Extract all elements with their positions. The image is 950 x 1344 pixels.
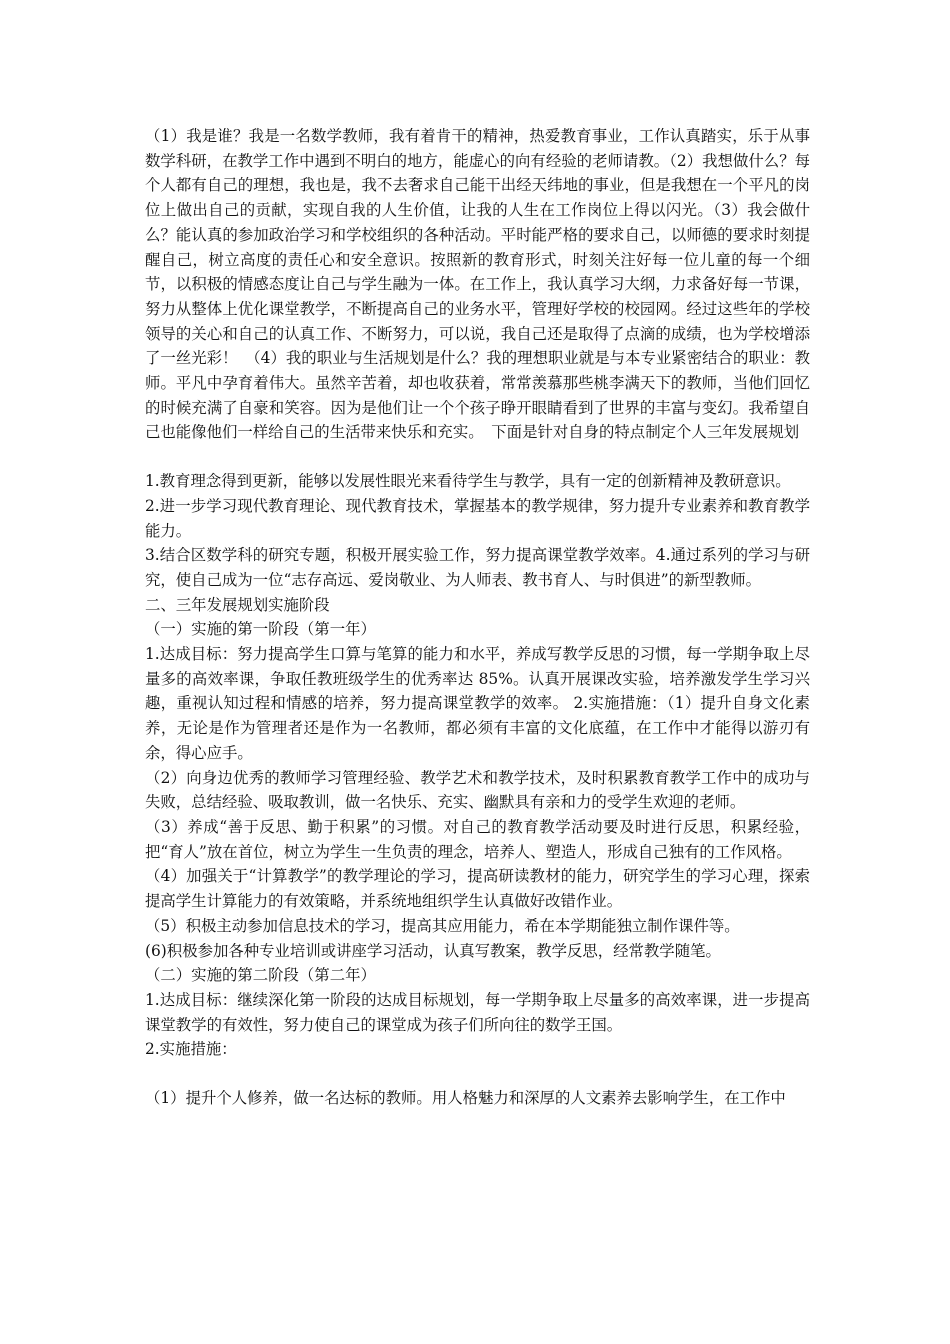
- document-body: [145, 124, 810, 1111]
- blank-line: [145, 1062, 810, 1086]
- intro-paragraph: （1）我是谁？我是一名数学教师，我有着肯干的精神，热爱教育事业，工作认真踏实，乐于从事数学科研，在教学工作中遇到不明白的地方，能虚心的向有经验的老师请教。（2）我想做什么？每个人都有自己的理想，我也是，我不去奢求自己能干出经天纬地的事业，但是我想在一个平凡的岗位上做出自己的贡献，实现自我的人生价值，让我的人生在工作岗位上得以闪光。（3）我会做什么？能认真的参加政治学习和学校组织的各种活动。平时能严格的要求自己，以师德的要求时刻提醒自己，树立高度的责任心和安全意识。按照新的教育形式，时刻关注好每一位儿童的每一个细节，以积极的情感态度让自己与学生融为一体。在工作上，我认真学习大纲，力求备好每一节课，努力从整体上优化课堂教学，不断提高自己的业务水平，管理好学校的校园网。经过这些年的学校领导的关心和自己的认真工作、不断努力，可以说，我自己还是取得了点滴的成绩，也为学校增添了一丝光彩！ （4）我的职业与生活规划是什么？我的理想职业就是与本专业紧密结合的职业：教师。平凡中孕育着伟大。虽然辛苦着，却也收获着，常常羡慕那些桃李满天下的教师，当他们回忆的时候充满了自豪和笑容。因为是他们让一个个孩子睁开眼睛看到了世界的丰富与变幻。我希望自己也能像他们一样给自己的生活带来快乐和充实。 下面是针对自身的特点制定个人三年发展规划: [145, 127, 810, 442]
- goal-item-3-4: 3.结合区数学科的研究专题，积极开展实验工作，努力提高课堂教学效率。4.通过系列的学习与研究，使自己成为一位“志存高远、爱岗敬业、为人师表、教书育人、与时俱进”的新型教师。: [145, 546, 810, 589]
- section-heading: 二、三年发展规划实施阶段: [145, 595, 330, 614]
- stage-2-measures-heading: 2.实施措施：: [145, 1040, 237, 1059]
- stage-1-heading: （一）实施的第一阶段（第一年）: [145, 620, 376, 639]
- stage-1-measure-4: （4）加强关于“计算教学”的教学理论的学习，提高研读教材的能力，研究学生的学习心理，探索提高学生计算能力的有效策略，并系统地组织学生认真做好改错作业。: [145, 867, 810, 911]
- blank-line: [145, 445, 810, 469]
- stage-1-measure-2: （2）向身边优秀的教师学习管理经验、教学艺术和教学技术，及时积累教育教学工作中的成功与失败，总结经验、吸取教训，做一名快乐、充实、幽默具有亲和力的受学生欢迎的老师。: [145, 768, 810, 812]
- stage-2-heading: （二）实施的第二阶段（第二年）: [145, 966, 376, 985]
- goal-item-2: 2.进一步学习现代教育理论、现代教育技术，掌握基本的教学规律，努力提升专业素养和教育教学能力。: [145, 496, 810, 540]
- stage-1-measure-6: (6)积极参加各种专业培训或讲座学习活动，认真写教案，教学反思，经常教学随笔。: [145, 941, 721, 960]
- stage-2-measure-1: （1）提升个人修养，做一名达标的教师。用人格魅力和深厚的人文素养去影响学生，在工作中: [145, 1089, 786, 1108]
- stage-1-goal: 1.达成目标：努力提高学生口算与笔算的能力和水平，养成写教学反思的习惯，每一学期争取上尽量多的高效率课，争取任教班级学生的优秀率达 85%。认真开展课改实验，培养激发学生学习兴趣，重视认知过程和情感的培养，努力提高课堂教学的效率。 2.实施措施：（1）提升自身文化素养，无论是作为管理者还是作为一名教师，都必须有丰富的文化底蕴，在工作中才能得以游刃有余，得心应手。: [145, 645, 810, 762]
- stage-2-goal: 1.达成目标：继续深化第一阶段的达成目标规划，每一学期争取上尽量多的高效率课，进一步提高课堂教学的有效性，努力使自己的课堂成为孩子们所向往的数学王国。: [145, 990, 810, 1034]
- stage-1-measure-3: （3）养成“善于反思、勤于积累”的习惯。对自己的教育教学活动要及时进行反思，积累经验，把“育人”放在首位，树立为学生一生负责的理念，培养人、塑造人，形成自己独有的工作风格。: [145, 817, 810, 861]
- goal-item-1: 1.教育理念得到更新，能够以发展性眼光来看待学生与教学，具有一定的创新精神及教研意识。: [145, 472, 791, 491]
- stage-1-measure-5: （5）积极主动参加信息技术的学习，提高其应用能力，希在本学期能独立制作课件等。: [145, 916, 740, 935]
